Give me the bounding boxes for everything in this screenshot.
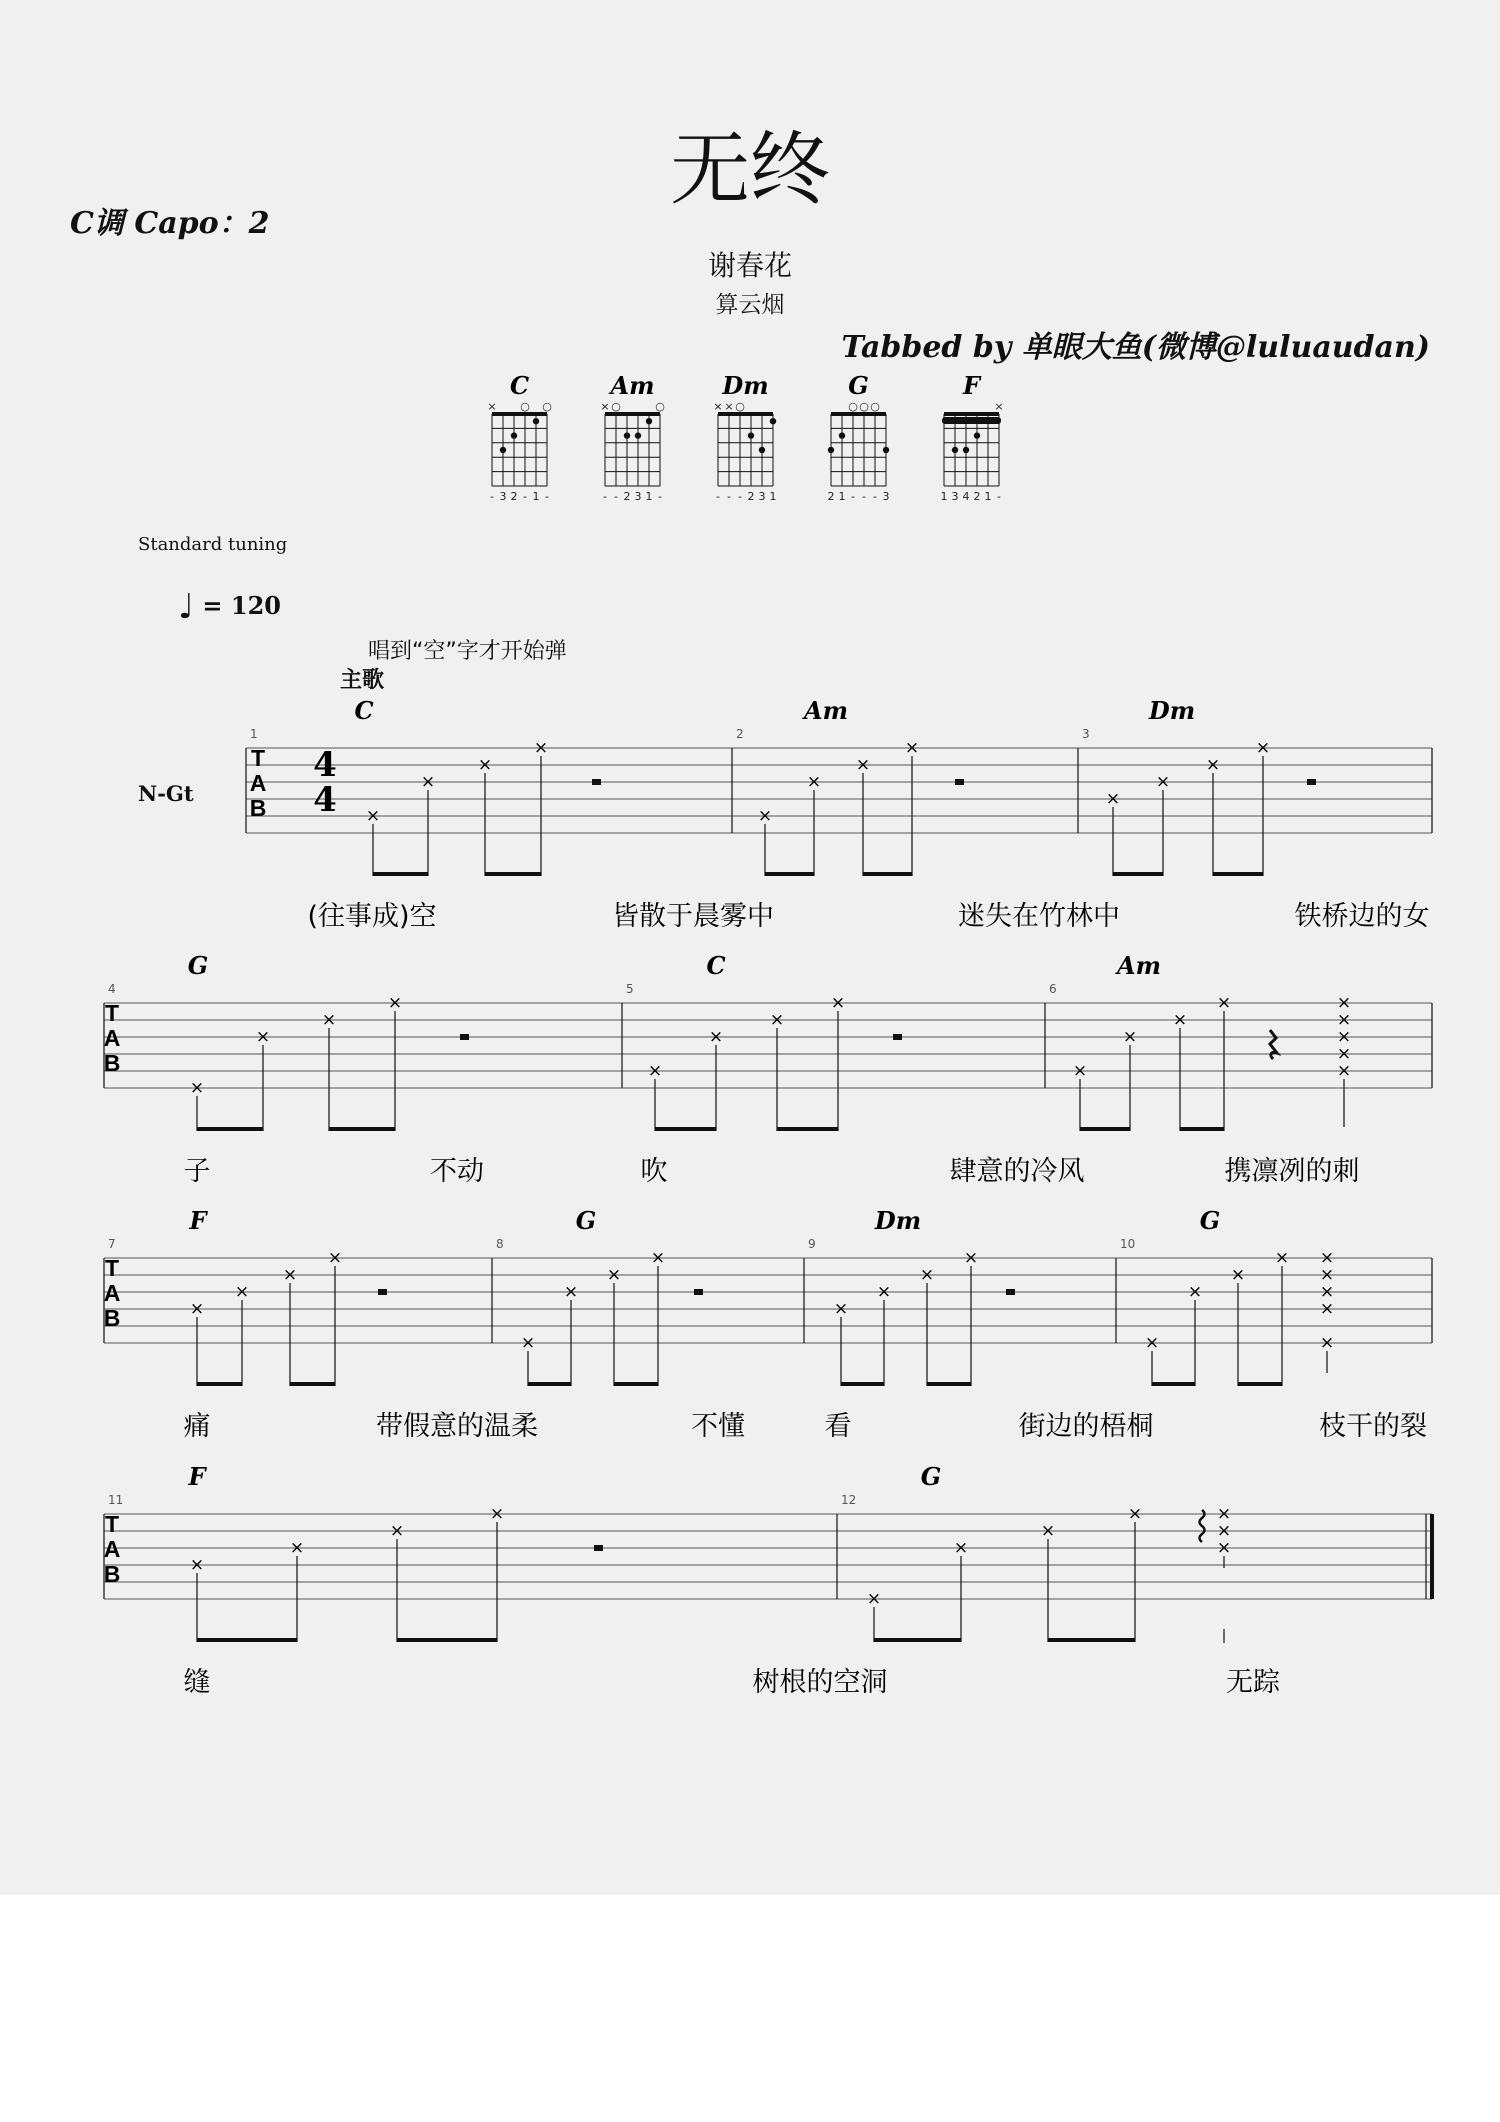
muted-note: ×: [234, 1282, 250, 1302]
open-muted-mark: ×: [487, 400, 497, 413]
finger-number: -: [523, 490, 527, 503]
beam: [485, 872, 541, 876]
muted-note: ×: [855, 755, 871, 775]
muted-note: ×: [1255, 738, 1271, 758]
chord-name: Dm: [874, 1206, 922, 1235]
open-muted-mark: ×: [994, 400, 1004, 413]
tab-clef-letter: T: [104, 1511, 120, 1537]
beam: [197, 1638, 297, 1642]
finger-number: -: [545, 490, 549, 503]
measure-number: 11: [108, 1493, 124, 1507]
finger-number: 1: [940, 490, 948, 503]
section-label: 主歌: [340, 668, 385, 693]
beam: [655, 1127, 716, 1131]
beam: [528, 1382, 571, 1386]
muted-note: ×: [1155, 772, 1171, 792]
open-muted-mark: ○: [859, 400, 869, 413]
muted-note: ×: [1319, 1282, 1335, 1302]
artist: 谢春花: [707, 249, 792, 282]
chord-name: G: [920, 1462, 942, 1491]
song-title: 无终: [670, 123, 830, 216]
finger-dot: [511, 432, 517, 438]
beam: [1152, 1382, 1195, 1386]
measure-number: 8: [496, 1237, 504, 1251]
chord-diagram-name: C: [509, 371, 530, 400]
beam: [927, 1382, 971, 1386]
chord-name: Am: [803, 696, 849, 725]
half-rest: [1307, 779, 1316, 785]
finger-number: 4: [962, 490, 970, 503]
muted-note: ×: [769, 1010, 785, 1030]
lyricist: 算云烟: [715, 292, 785, 318]
finger-number: 1: [838, 490, 846, 503]
muted-note: ×: [1274, 1248, 1290, 1268]
tab-clef-letter: A: [103, 1536, 121, 1562]
beam: [863, 872, 912, 876]
half-rest: [460, 1034, 469, 1040]
lyric-text: 树根的空洞: [752, 1667, 888, 1698]
time-signature-digit: 4: [313, 745, 337, 785]
half-rest: [378, 1289, 387, 1295]
finger-number: -: [997, 490, 1001, 503]
lyric-text: 携凛冽的刺: [1224, 1156, 1360, 1187]
muted-note: ×: [1336, 1027, 1352, 1047]
lyric-text: 看: [824, 1411, 852, 1442]
half-rest: [694, 1289, 703, 1295]
open-muted-mark: ○: [655, 400, 665, 413]
chord-diagram-name: Dm: [722, 371, 769, 400]
finger-dot: [748, 432, 754, 438]
measure-number: 7: [108, 1237, 116, 1251]
muted-note: ×: [282, 1265, 298, 1285]
chord-diagram-name: F: [962, 371, 981, 400]
muted-note: ×: [757, 806, 773, 826]
muted-note: ×: [1216, 1504, 1232, 1524]
finger-number: -: [738, 490, 742, 503]
muted-note: ×: [1205, 755, 1221, 775]
muted-note: ×: [866, 1589, 882, 1609]
open-muted-mark: ○: [735, 400, 745, 413]
measure-number: 12: [841, 1493, 857, 1507]
muted-note: ×: [650, 1248, 666, 1268]
beam: [765, 872, 814, 876]
finger-dot: [759, 447, 765, 453]
finger-number: 2: [623, 490, 631, 503]
measure-number: 4: [108, 982, 116, 996]
lyric-text: 街边的梧桐: [1018, 1411, 1154, 1442]
play-instruction: 唱到“空”字才开始弹: [368, 639, 567, 664]
muted-note: ×: [919, 1265, 935, 1285]
lyric-text: 铁桥边的女: [1294, 901, 1430, 932]
muted-note: ×: [189, 1555, 205, 1575]
muted-note: ×: [1319, 1333, 1335, 1353]
beam: [1080, 1127, 1130, 1131]
muted-note: ×: [1105, 789, 1121, 809]
finger-dot: [624, 432, 630, 438]
finger-number: 1: [532, 490, 540, 503]
muted-note: ×: [321, 1010, 337, 1030]
tab-clef-letter: T: [250, 745, 266, 771]
muted-note: ×: [1216, 1538, 1232, 1558]
finger-number: 2: [827, 490, 835, 503]
finger-number: -: [873, 490, 877, 503]
finger-number: -: [716, 490, 720, 503]
muted-note: ×: [1216, 1521, 1232, 1541]
muted-note: ×: [708, 1027, 724, 1047]
open-muted-mark: ○: [611, 400, 621, 413]
open-muted-mark: ×: [713, 400, 723, 413]
chord-name: C: [354, 696, 374, 725]
finger-number: 3: [951, 490, 959, 503]
tab-clef-letter: B: [103, 1050, 121, 1076]
muted-note: ×: [477, 755, 493, 775]
muted-note: ×: [533, 738, 549, 758]
beam: [1213, 872, 1263, 876]
barre-bar: [942, 417, 1001, 424]
beam: [197, 1382, 242, 1386]
muted-note: ×: [1144, 1333, 1160, 1353]
tab-clef-letter: T: [104, 1255, 120, 1281]
muted-note: ×: [1319, 1265, 1335, 1285]
finger-number: -: [614, 490, 618, 503]
finger-dot: [952, 447, 958, 453]
open-muted-mark: ○: [520, 400, 530, 413]
finger-number: 3: [882, 490, 890, 503]
lyric-text: 皆散于晨雾中: [612, 901, 774, 932]
beam: [1048, 1638, 1135, 1642]
half-rest: [1006, 1289, 1015, 1295]
chord-name: Am: [1116, 951, 1162, 980]
beam: [777, 1127, 838, 1131]
muted-note: ×: [1336, 993, 1352, 1013]
finger-dot: [828, 447, 834, 453]
finger-dot: [635, 432, 641, 438]
chord-name: G: [575, 1206, 597, 1235]
muted-note: ×: [1216, 993, 1232, 1013]
tab-clef-letter: B: [103, 1561, 121, 1587]
muted-note: ×: [606, 1265, 622, 1285]
muted-note: ×: [289, 1538, 305, 1558]
open-muted-mark: ○: [870, 400, 880, 413]
finger-number: 1: [645, 490, 653, 503]
lyric-text: 不懂: [691, 1411, 745, 1442]
lyric-text: 不动: [430, 1156, 484, 1187]
muted-note: ×: [1072, 1061, 1088, 1081]
finger-dot: [500, 447, 506, 453]
chord-diagram-name: Am: [610, 371, 655, 400]
muted-note: ×: [489, 1504, 505, 1524]
finger-dot: [883, 447, 889, 453]
lyric-text: 无踪: [1226, 1667, 1280, 1698]
muted-note: ×: [963, 1248, 979, 1268]
finger-number: -: [658, 490, 662, 503]
tempo-value: = 120: [202, 591, 281, 620]
arpeggio-mark: [1200, 1510, 1205, 1542]
muted-note: ×: [806, 772, 822, 792]
beam: [397, 1638, 497, 1642]
finger-number: 1: [769, 490, 777, 503]
finger-number: -: [851, 490, 855, 503]
chord-diagram-name: G: [848, 371, 869, 400]
muted-note: ×: [420, 772, 436, 792]
muted-note: ×: [1230, 1265, 1246, 1285]
finger-number: -: [862, 490, 866, 503]
open-muted-mark: ○: [542, 400, 552, 413]
muted-note: ×: [387, 993, 403, 1013]
lyric-text: 枝干的裂: [1319, 1411, 1427, 1442]
muted-note: ×: [189, 1299, 205, 1319]
muted-note: ×: [189, 1078, 205, 1098]
muted-note: ×: [1172, 1010, 1188, 1030]
finger-number: -: [603, 490, 607, 503]
lyric-text: (往事成)空: [307, 901, 437, 932]
muted-note: ×: [833, 1299, 849, 1319]
measure-number: 2: [736, 727, 744, 741]
finger-number: 2: [973, 490, 981, 503]
half-rest: [592, 779, 601, 785]
lyric-text: 肆意的冷风: [949, 1156, 1085, 1187]
finger-number: -: [490, 490, 494, 503]
finger-dot: [974, 432, 980, 438]
finger-dot: [770, 418, 776, 424]
tabbed-by: Tabbed by 单眼大鱼(微博@luluaudan): [841, 330, 1430, 365]
chord-name: Dm: [1148, 696, 1196, 725]
finger-number: 3: [634, 490, 642, 503]
lyric-text: 吹: [640, 1156, 668, 1187]
open-muted-mark: ○: [848, 400, 858, 413]
finger-dot: [839, 432, 845, 438]
beam: [614, 1382, 658, 1386]
measure-number: 1: [250, 727, 258, 741]
finger-number: 1: [984, 490, 992, 503]
beam: [290, 1382, 335, 1386]
measure-number: 5: [626, 982, 634, 996]
muted-note: ×: [563, 1282, 579, 1302]
finger-number: 3: [499, 490, 507, 503]
muted-note: ×: [876, 1282, 892, 1302]
beam: [329, 1127, 395, 1131]
beam: [874, 1638, 961, 1642]
muted-note: ×: [1122, 1027, 1138, 1047]
chord-name: F: [188, 1462, 206, 1491]
tuning-label: Standard tuning: [138, 534, 288, 555]
muted-note: ×: [1040, 1521, 1056, 1541]
half-rest: [955, 779, 964, 785]
finger-number: -: [727, 490, 731, 503]
lyric-text: 痛: [183, 1411, 211, 1442]
beam: [841, 1382, 884, 1386]
beam: [1113, 872, 1163, 876]
instrument-label: N-Gt: [138, 781, 194, 806]
finger-number: 2: [747, 490, 755, 503]
beam: [373, 872, 428, 876]
muted-note: ×: [1336, 1010, 1352, 1030]
muted-note: ×: [1336, 1061, 1352, 1081]
chord-name: G: [187, 951, 209, 980]
measure-number: 9: [808, 1237, 816, 1251]
muted-note: ×: [1127, 1504, 1143, 1524]
tab-clef-letter: B: [103, 1305, 121, 1331]
chord-name: F: [189, 1206, 207, 1235]
tab-clef-letter: B: [249, 795, 267, 821]
measure-number: 6: [1049, 982, 1057, 996]
half-rest: [893, 1034, 902, 1040]
finger-number: 2: [510, 490, 518, 503]
beam: [1238, 1382, 1282, 1386]
tab-clef-letter: T: [104, 1000, 120, 1026]
tab-clef-letter: A: [103, 1280, 121, 1306]
lyric-text: 缝: [183, 1667, 211, 1698]
muted-note: ×: [904, 738, 920, 758]
tab-clef-letter: A: [103, 1025, 121, 1051]
half-rest: [594, 1545, 603, 1551]
muted-note: ×: [953, 1538, 969, 1558]
finger-dot: [646, 418, 652, 424]
muted-note: ×: [1319, 1299, 1335, 1319]
measure-number: 10: [1120, 1237, 1136, 1251]
muted-note: ×: [1187, 1282, 1203, 1302]
lyric-text: 带假意的温柔: [376, 1411, 538, 1442]
quarter-note-icon: ♩: [178, 587, 195, 627]
measure-number: 3: [1082, 727, 1090, 741]
lyric-text: 子: [183, 1156, 211, 1187]
finger-number: 3: [758, 490, 766, 503]
muted-note: ×: [830, 993, 846, 1013]
muted-note: ×: [327, 1248, 343, 1268]
quarter-rest: [1270, 1030, 1277, 1059]
muted-note: ×: [647, 1061, 663, 1081]
open-muted-mark: ×: [724, 400, 734, 413]
key-capo: C调 Capo：2: [70, 206, 270, 241]
chord-name: C: [706, 951, 726, 980]
time-signature-digit: 4: [313, 780, 337, 820]
muted-note: ×: [365, 806, 381, 826]
chord-name: G: [1199, 1206, 1221, 1235]
open-muted-mark: ×: [600, 400, 610, 413]
finger-dot: [533, 418, 539, 424]
beam: [197, 1127, 263, 1131]
muted-note: ×: [389, 1521, 405, 1541]
muted-note: ×: [255, 1027, 271, 1047]
tab-clef-letter: A: [249, 770, 267, 796]
muted-note: ×: [1336, 1044, 1352, 1064]
muted-note: ×: [520, 1333, 536, 1353]
finger-dot: [963, 447, 969, 453]
beam: [1180, 1127, 1224, 1131]
muted-note: ×: [1319, 1248, 1335, 1268]
lyric-text: 迷失在竹林中: [958, 901, 1120, 932]
